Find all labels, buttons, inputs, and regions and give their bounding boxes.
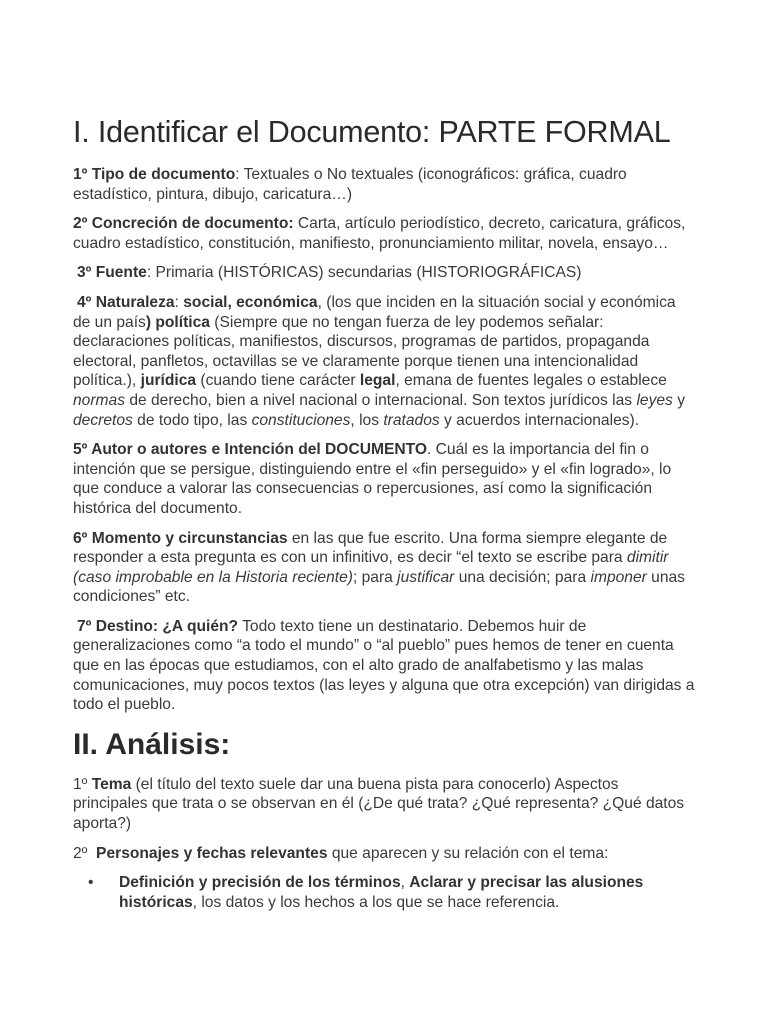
- item-autor-intencion: [73, 440, 697, 518]
- keyword-legal: legal: [359, 372, 396, 390]
- item-text: Todo texto tiene un destinatario. Debemos huir de generalizaciones como “a todo el mundo” o “al pueblo” pues hemos de tener en cuenta que en las épocas que estudiamos, con el alto grado de analfabetismo y las malas comunicaciones, muy pocos textos (las leyes y alguna que otra excepción) van dirigidas a todo el pueblo.: [73, 617, 695, 714]
- item-text: que aparecen y su relación con el tema:: [327, 844, 609, 862]
- item-text: , los: [350, 411, 384, 429]
- item-text: en las que fue escrito. Una forma siempre elegante de responder a esta pregunta es con un infinitivo, es decir “el texto se escribe para: [73, 529, 668, 567]
- item-concrecion-documento: [73, 214, 697, 253]
- item-label: 3º Fuente: [77, 264, 147, 282]
- item-destino: [73, 617, 697, 715]
- item-text: , (los que inciden en la situación social y económica de un país: [73, 293, 676, 331]
- document-title: I. Identificar el Documento: PARTE FORMAL: [73, 115, 671, 149]
- item-label: 1º Tipo de documento: [73, 166, 236, 183]
- term-dimitir: dimitir (caso improbable en la Historia reciente): [73, 549, 669, 586]
- term-tratados: tratados: [383, 411, 440, 429]
- item-fuente: [73, 263, 697, 283]
- list-item: [73, 873, 697, 912]
- analysis-heading: II. Análisis:: [73, 727, 231, 761]
- analysis-item-personajes: [73, 844, 697, 864]
- item-prefix: 2º: [73, 844, 97, 862]
- item-text: una decisión; para: [454, 568, 591, 586]
- keyword-juridica: jurídica: [140, 372, 197, 390]
- term-leyes: leyes: [636, 391, 673, 409]
- item-label: 7º Destino: ¿A quién?: [77, 617, 239, 635]
- bullet-text: , los datos y los hechos a los que se hace referencia.: [192, 893, 560, 911]
- term-normas: normas: [73, 391, 125, 409]
- item-momento-circunstancias: [73, 529, 697, 607]
- item-text: (el título del texto suele dar una buena pista para conocerlo) Aspectos principales que trata o se observan en él (¿De qué trata? ¿Qué representa? ¿Qué datos aporta?): [73, 775, 685, 833]
- item-tipo-documento: [73, 165, 697, 204]
- term-decretos: decretos: [73, 411, 133, 429]
- item-label: 4º Naturaleza: [77, 293, 175, 311]
- item-text: (cuando tiene carácter: [196, 372, 360, 390]
- item-text: , emana de fuentes legales o establece: [395, 372, 667, 390]
- item-label: Personajes y fechas relevantes: [96, 844, 328, 862]
- item-label: 2º Concreción de documento:: [73, 215, 294, 233]
- item-text: (Siempre que no tengan fuerza de ley podemos señalar: declaraciones políticas, manifiestos, discursos, programas de partidos, propaganda electoral, panfletos, octavillas se ve claramente porque tienen una intencionalidad política.),: [73, 313, 650, 390]
- item-text: ; para: [352, 568, 398, 586]
- term-justificar: justificar: [397, 568, 455, 586]
- bullet-icon: •: [88, 874, 94, 892]
- item-text: y: [672, 391, 685, 409]
- item-text: . Cuál es la importancia del fin o intención que se persigue, distinguiendo entre el «fin perseguido» y el «fin logrado», lo que conduce a valorar las consecuencias o repercusiones, así como la significación histórica del documento.: [73, 441, 672, 517]
- item-label: 5º Autor o autores e Intención del DOCUMENTO: [73, 441, 427, 459]
- item-prefix: 1º: [73, 775, 92, 793]
- item-text: Carta, artículo periodístico, decreto, caricatura, gráficos, cuadro estadístico, constitución, manifiesto, pronunciamiento militar, novela, ensayo…: [73, 215, 686, 252]
- item-text: unas condiciones” etc.: [73, 568, 685, 606]
- item-text: : Textuales o No textuales (iconográficos: gráfica, cuadro estadístico, pintura, dibujo, caricatura…): [73, 166, 627, 203]
- keyword-social-economica: social, económica: [183, 293, 318, 311]
- item-naturaleza: [73, 293, 697, 430]
- analysis-bullet-list: [73, 873, 697, 912]
- item-text: de derecho, bien a nivel nacional o internacional. Son textos jurídicos las: [125, 391, 637, 409]
- bullet-term: Aclarar y precisar las alusiones históricas: [119, 874, 644, 911]
- analysis-item-tema: [73, 775, 697, 834]
- item-text: : Primaria (HISTÓRICAS) secundarias (HISTORIOGRÁFICAS): [146, 264, 582, 282]
- bullet-text: ,: [400, 874, 410, 892]
- item-text: :: [174, 293, 184, 311]
- item-label: Tema: [91, 775, 132, 793]
- term-imponer: imponer: [590, 568, 647, 586]
- term-constituciones: constituciones: [251, 411, 351, 429]
- document-page: [73, 112, 697, 912]
- item-text: y acuerdos internacionales).: [439, 411, 640, 429]
- item-text: de todo tipo, las: [132, 411, 252, 429]
- keyword-politica: ) política: [145, 313, 210, 331]
- item-label: 6º Momento y circunstancias: [73, 529, 288, 547]
- bullet-term: Definición y precisión de los términos: [119, 874, 401, 892]
